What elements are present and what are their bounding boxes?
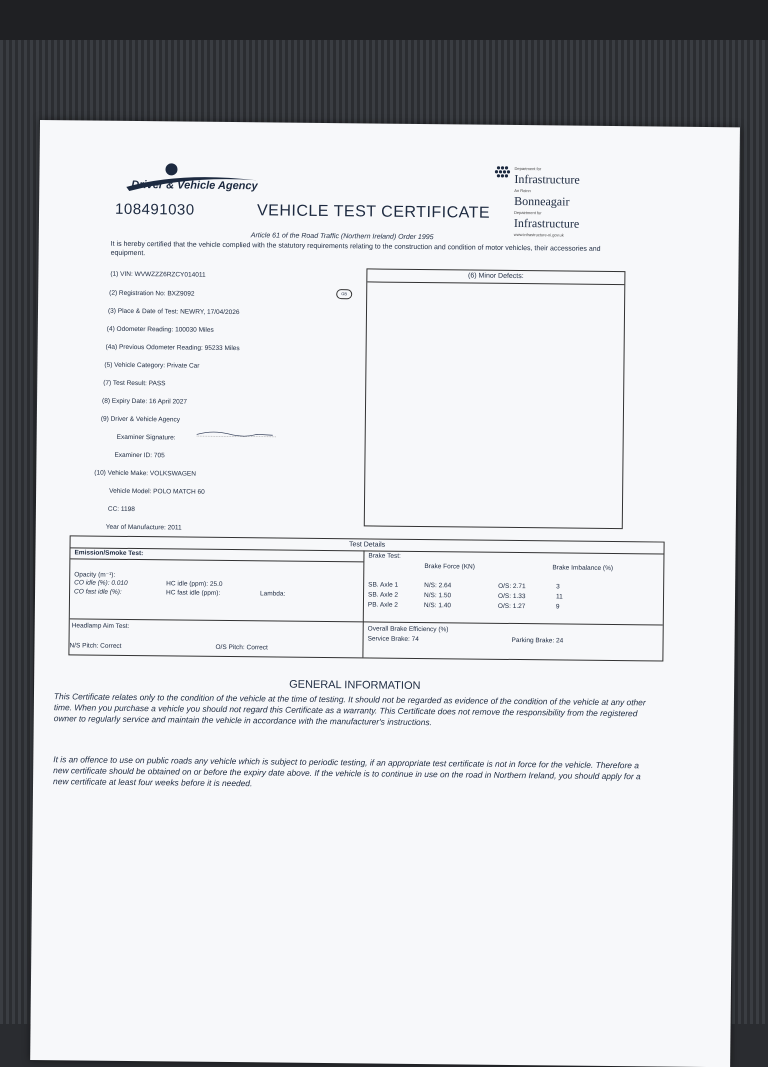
certificate-title: VEHICLE TEST CERTIFICATE xyxy=(256,202,491,222)
emission-heading: Emission/Smoke Test: xyxy=(74,549,144,558)
brake-imbalance: 11 xyxy=(555,593,563,601)
field-agency: (9) Driver & Vehicle Agency xyxy=(100,415,181,424)
service-brake: Service Brake: 74 xyxy=(367,635,419,643)
brake-os: O/S: 2.71 xyxy=(498,582,526,591)
general-info-heading: GENERAL INFORMATION xyxy=(289,678,421,693)
general-info-paragraph-2: It is an offence to use on public roads any vehicle which is subject to periodic testing, if an appropriate test certificate is not in force for the vehicle. Therefore a new certificate should be obtained on or before the expiry date above. If the vehicle is to continue in use on the road in Northern Ireland, you should apply for a new certificate at least four weeks before it is needed. xyxy=(53,754,641,789)
brake-os: O/S: 1.27 xyxy=(497,602,526,611)
examiner-signature-scribble xyxy=(187,430,287,439)
infra-small-3: Depairtment fur xyxy=(514,209,542,216)
os-pitch: O/S Pitch: Correct xyxy=(215,643,268,652)
article-reference: Article 61 of the Road Traffic (Northern Ireland) Order 1995 xyxy=(250,232,434,242)
infra-title-2: Bonneagair xyxy=(514,193,570,209)
field-model: Vehicle Model: POLO MATCH 60 xyxy=(109,487,205,496)
brake-heading: Brake Test: xyxy=(368,552,401,560)
hc-idle: HC idle (ppm): 25.0 xyxy=(166,580,223,588)
minor-defects-box xyxy=(364,268,626,529)
intro-text: It is hereby certified that the vehicle complied with the statutory requirements relating to the construction and condition of motor vehicles, their accessories and equipment. xyxy=(110,240,601,258)
field-odometer: (4) Odometer Reading: 100030 Miles xyxy=(106,325,214,334)
field-year: Year of Manufacture: 2011 xyxy=(105,523,182,532)
opacity: Opacity (m⁻¹): xyxy=(74,571,116,579)
field-registration: (2) Registration No: BXZ9092 xyxy=(109,289,195,298)
ns-pitch: N/S Pitch: Correct xyxy=(69,642,122,650)
seat-top-edge xyxy=(0,0,768,40)
efficiency-heading: Overall Brake Efficiency (%) xyxy=(367,625,449,634)
brake-ns: N/S: 1.50 xyxy=(424,592,452,600)
infrastructure-logo xyxy=(494,165,615,256)
field-category: (5) Vehicle Category: Private Car xyxy=(104,361,200,370)
infra-title-1: Infrastructure xyxy=(514,171,580,187)
examiner-signature-label: Examiner Signature: xyxy=(116,433,176,442)
field-result: (7) Test Result: PASS xyxy=(103,379,166,388)
headlamp-heading: Headlamp Aim Test: xyxy=(71,622,130,630)
field-place-date: (3) Place & Date of Test: NEWRY, 17/04/2026 xyxy=(107,307,240,317)
infra-url: www.infrastructure-ni.gov.uk xyxy=(513,231,564,238)
brake-imbalance: 9 xyxy=(555,603,560,611)
brake-imbalance-heading: Brake Imbalance (%) xyxy=(552,564,614,573)
brake-imbalance: 3 xyxy=(556,583,560,591)
table-divider xyxy=(362,550,364,657)
parking-brake: Parking Brake: 24 xyxy=(511,636,564,645)
vehicle-test-certificate xyxy=(30,120,740,1067)
brake-axle: PB. Axle 2 xyxy=(367,601,398,609)
field-expiry: (8) Expiry Date: 16 April 2027 xyxy=(102,397,187,406)
field-cc: CC: 1198 xyxy=(107,505,135,514)
infra-small-1: Department for xyxy=(514,165,542,172)
co-fast-idle: CO fast idle (%): xyxy=(74,588,122,596)
brake-ns: N/S: 2.64 xyxy=(424,582,452,590)
brake-axle: SB. Axle 1 xyxy=(368,581,399,589)
brake-ns: N/S: 1.40 xyxy=(423,602,452,610)
table-divider xyxy=(70,558,363,562)
field-vin: (1) VIN: WVWZZZ6RZCY014011 xyxy=(110,270,206,279)
co-idle: CO idle (%): 0.010 xyxy=(74,579,128,587)
field-examiner-id: Examiner ID: 705 xyxy=(114,451,165,460)
general-info-paragraph-1: This Certificate relates only to the condition of the vehicle at the time of testing. It should not be regarded as evidence of the condition of the vehicle at any other time. When you purchase a vehicle you should not regard this Certificate as a warranty. This Certificate does not remove the responsibility from the registered owner to regularly service and maintain the vehicle in accordance with the manufacturer's instructions. xyxy=(53,691,646,728)
field-make: (10) Vehicle Make: VOLKSWAGEN xyxy=(94,469,196,478)
table-divider xyxy=(70,618,363,622)
minor-defects-heading: (6) Minor Defects: xyxy=(367,269,624,285)
hc-fast-idle: HC fast idle (ppm): xyxy=(166,589,221,597)
infra-title-3: Infrastructure xyxy=(513,215,580,231)
field-previous-odometer: (4a) Previous Odometer Reading: 95233 Miles xyxy=(105,343,240,353)
certificate-number: 108491030 xyxy=(114,200,195,219)
infra-small-2: An Roinn xyxy=(514,187,531,194)
brake-os: O/S: 1.33 xyxy=(498,592,526,601)
brake-axle: SB. Axle 2 xyxy=(368,591,399,599)
brake-force-heading: Brake Force (KN) xyxy=(424,563,475,571)
lambda: Lambda: xyxy=(260,590,286,598)
gb-mark: GB xyxy=(336,289,352,299)
infrastructure-emblem-icon xyxy=(494,165,510,179)
agency-name: Driver & Vehicle Agency xyxy=(131,178,258,193)
test-details-heading: Test Details xyxy=(71,536,664,554)
test-details-table xyxy=(68,535,664,661)
